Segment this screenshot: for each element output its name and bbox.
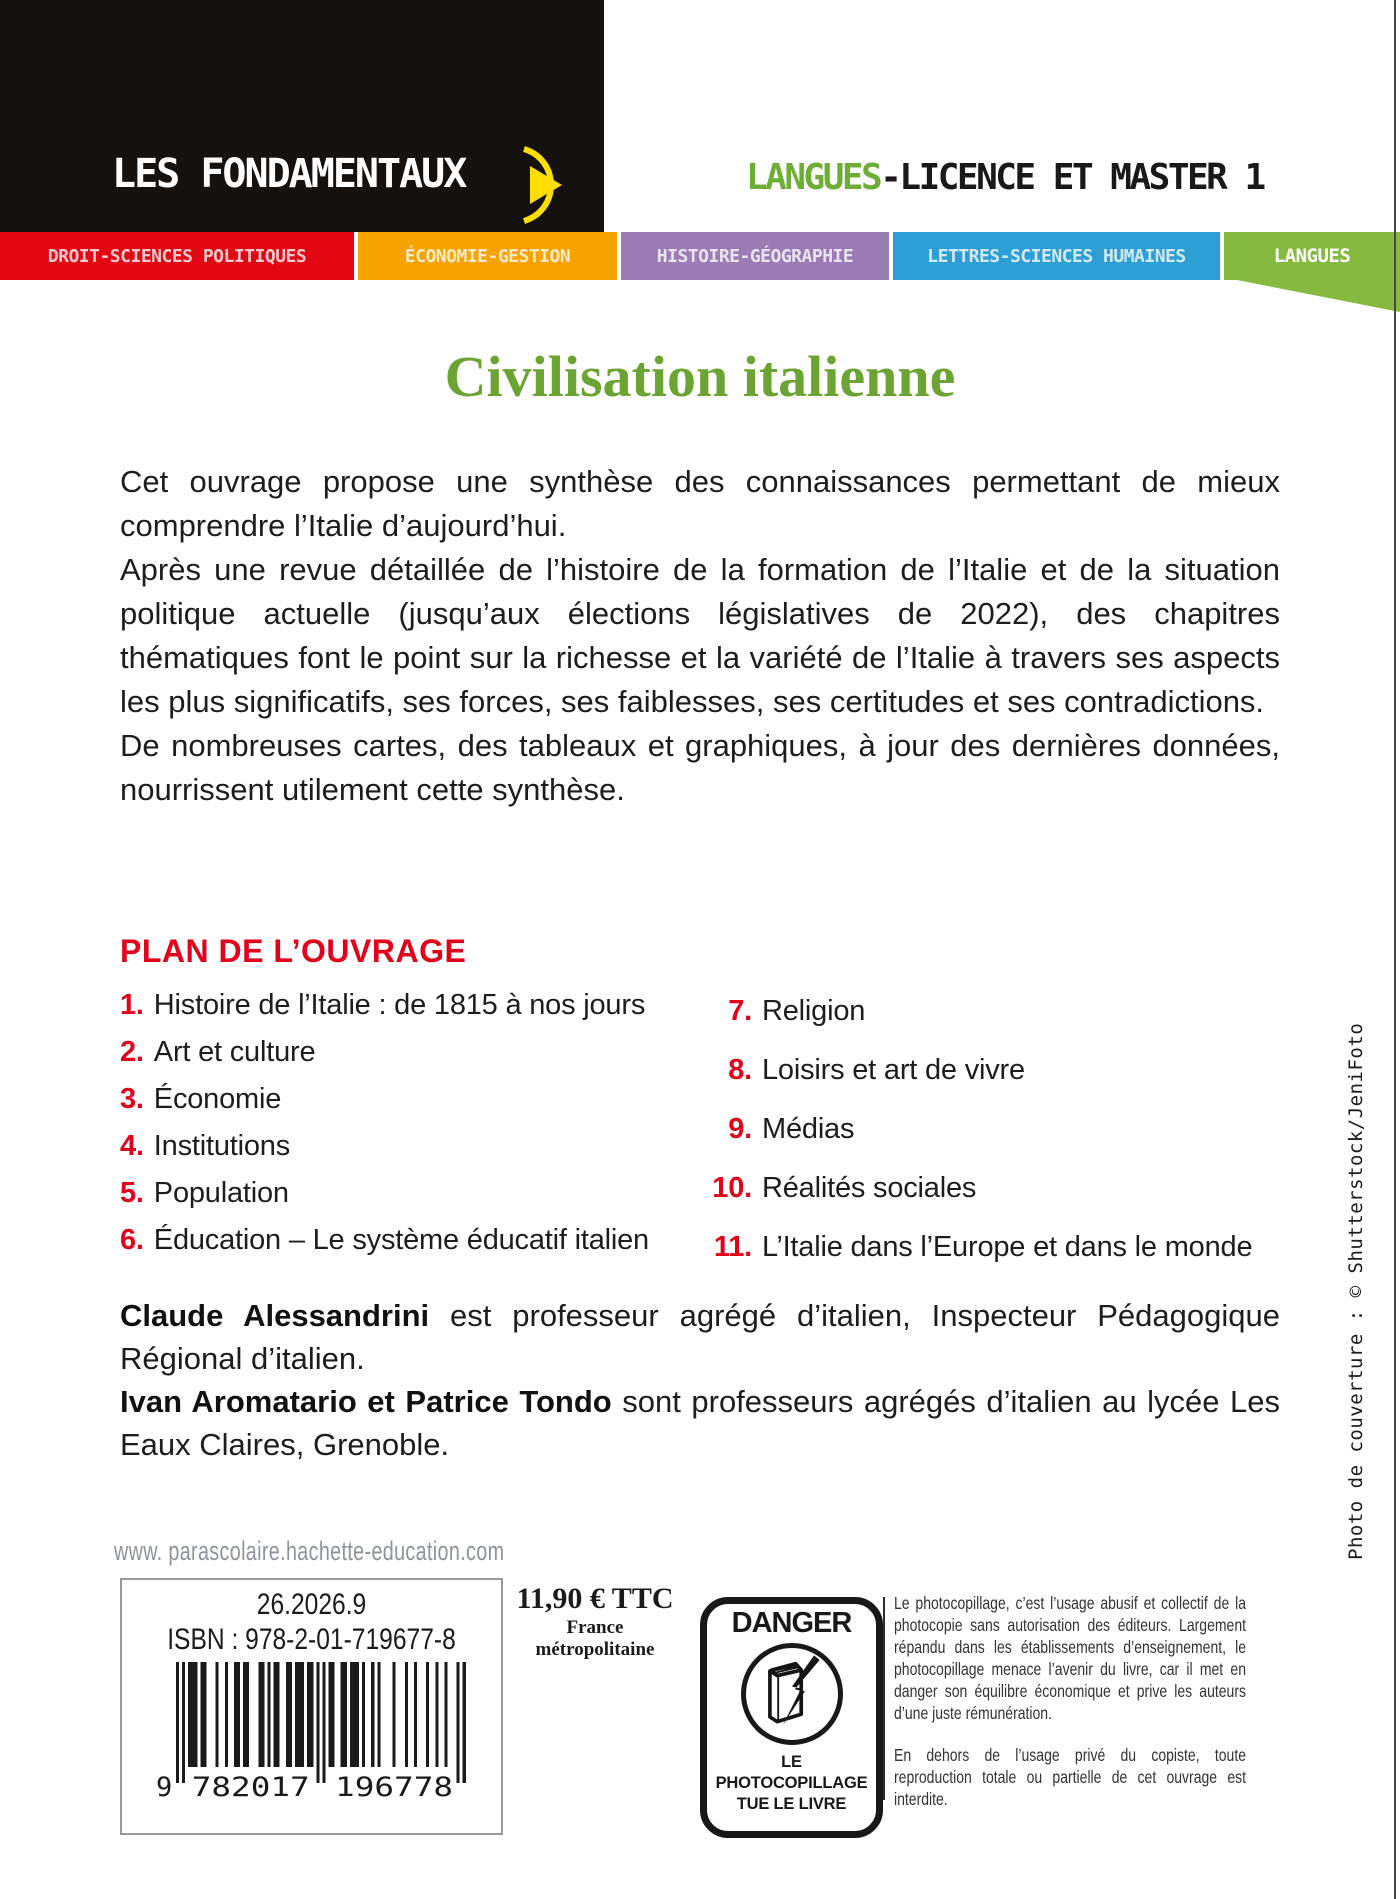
plan-item-label: Économie [153,1083,282,1115]
plan-item [706,1100,1252,1159]
plan-list-left [120,982,649,1264]
author-name: Ivan Aromatario et Patrice Tondo [120,1384,612,1419]
plan-item-number: 2. [120,1036,144,1068]
plan-item-number: 6. [120,1224,144,1256]
band-label: LANGUES [1273,245,1351,267]
author-role-text: est professeur agrégé d’italien, Inspecteur Pédagogique Régional d’italien. [120,1298,1280,1376]
band-label: LETTRES-SCIENCES HUMAINES [927,245,1186,267]
header-black-panel [0,0,604,232]
barcode-box [120,1578,503,1835]
band-label: ÉCONOMIE-GESTION [404,245,571,267]
plan-item [120,1217,649,1264]
danger-title: DANGER [731,1607,852,1639]
legal-text [894,1592,1246,1810]
danger-caption-line: LE [781,1753,802,1771]
plan-item-number: 8. [728,1054,752,1086]
author-paragraph [120,1294,1280,1380]
plan-item [706,1159,1252,1218]
description-paragraph: Après une revue détaillée de l’histoire de la formation de l’Italie et de la situation politique actuelle (jusqu’aux élections législatives de 2022), des chapitres thématiques font le point sur la richesse et la variété de l’Italie à travers ses aspects les plus significatifs, ses forces, ses faiblesses, ses certitudes et ses contradictions. [120,552,1280,719]
danger-caption [707,1752,876,1815]
plan-item-label: Réalités sociales [762,1172,977,1204]
svg-text:9: 9 [155,1772,172,1800]
plan-item [706,982,1252,1041]
ean13-barcode [154,1662,470,1800]
photo-credit: Photo de couverture : © Shutterstock/JeniFoto [1345,1022,1367,1560]
series-line [746,156,1264,200]
series-level-label: -LICENCE ET MASTER 1 [880,157,1264,198]
plan-item-label: Religion [762,995,866,1027]
plan-item-number: 11. [713,1231,752,1263]
band-économie-gestion [358,232,617,280]
legal-paragraph: Le photocopillage, c’est l’usage abusif et collectif de la photocopie sans autorisation des éditeurs. Largement répandu dans les établissements d’enseignement, le photocopillage menace l’avenir du livre, car il met en danger son équilibre économique et prive les auteurs d’une juste rémunération. [894,1593,1246,1723]
svg-text:782017: 782017 [191,1772,310,1800]
plan-item-label: Loisirs et art de vivre [762,1054,1025,1086]
plan-heading: PLAN DE L’OUVRAGE [120,933,467,969]
description-paragraph: De nombreuses cartes, des tableaux et graphiques, à jour des dernières données, nourrissent utilement cette synthèse. [120,728,1280,807]
price-note: France métropolitaine [535,1617,655,1660]
author-name: Claude Alessandrini [120,1298,430,1333]
band-droit-sciences politiques [0,232,354,280]
category-bands [0,232,1400,280]
isbn-number: ISBN : 978-2-01-719677-8 [167,1623,456,1656]
plan-item-number: 10. [712,1172,752,1204]
plan-item-number: 4. [120,1130,144,1162]
danger-stamp [700,1597,883,1838]
book-title: Civilisation italienne [444,344,956,409]
danger-circle [741,1643,843,1745]
plan-item-label: L’Italie dans l’Europe et dans le monde [762,1231,1253,1263]
plan-item [706,1041,1252,1100]
plan-item-label: Médias [762,1113,855,1145]
price: 11,90 € TTC [516,1582,674,1615]
plan-item [120,1076,649,1123]
plan-item [120,982,649,1029]
band-langues [1224,232,1400,280]
book-lightning-icon [746,1648,838,1740]
danger-caption-line: TUE LE LIVRE [736,1795,847,1813]
plan-list-right [706,982,1252,1277]
plan-item [120,1029,649,1076]
danger-caption-line: PHOTOCOPILLAGE [715,1774,868,1792]
product-code: 26.2026.9 [256,1588,367,1621]
plan-item-number: 7. [728,995,752,1027]
legal-divider [883,1597,885,1800]
description-paragraph: Cet ouvrage propose une synthèse des connaissances permettant de mieux comprendre l’Italie d’aujourd’hui. [120,464,1280,543]
plan-item [706,1218,1252,1277]
plan-item-number: 9. [728,1113,752,1145]
plan-item-number: 1. [120,989,144,1021]
arrow-icon [514,146,580,224]
plan-item-label: Art et culture [153,1036,316,1068]
plan-item [120,1123,649,1170]
plan-item-number: 3. [120,1083,144,1115]
brand-logo: LES FONDAMENTAUX [112,151,466,197]
plan-item-label: Éducation – Le système éducatif italien [153,1224,649,1256]
band-label: HISTOIRE-GÉOGRAPHIE [656,245,854,267]
plan-item-label: Institutions [153,1130,291,1162]
book-description [120,460,1280,812]
plan-item-label: Histoire de l’Italie : de 1815 à nos jours [153,989,646,1021]
plan-item [120,1170,649,1217]
svg-text:196778: 196778 [334,1772,453,1800]
band-histoire-géographie [621,232,889,280]
band-fold-corner [1237,280,1400,312]
series-langues-label: LANGUES [746,157,881,198]
author-paragraph [120,1380,1280,1466]
plan-item-number: 5. [120,1177,144,1209]
author-role-text: sont professeurs agrégés d’italien au lycée Les Eaux Claires, Grenoble. [120,1384,1280,1462]
legal-paragraph: En dehors de l’usage privé du copiste, toute reproduction totale ou partielle de cet ouvrage est interdite. [894,1745,1246,1809]
price-block [510,1582,680,1661]
band-lettres-sciences humaines [893,232,1220,280]
website-url: www. parascolaire.hachette-education.com [114,1536,505,1566]
plan-item-label: Population [153,1177,289,1209]
page-edge-line [1394,0,1396,1899]
band-label: DROIT-SCIENCES POLITIQUES [47,245,307,267]
authors-section [120,1294,1280,1466]
